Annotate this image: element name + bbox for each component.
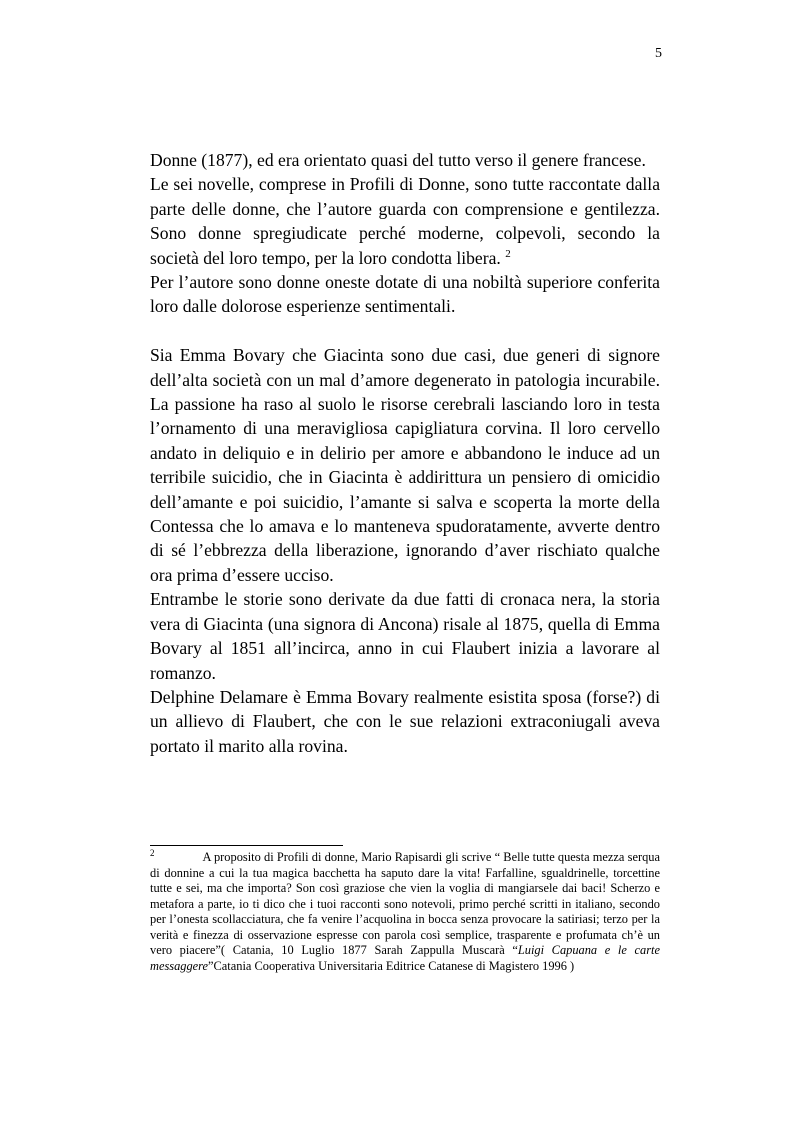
body-text [150, 148, 660, 758]
paragraph-4: Sia Emma Bovary che Giacinta sono due casi, due generi di signore dell’alta società con un mal d’amore degenerato in patologia incurabile. La passione ha raso al suolo le risorse cerebrali lasciando loro in testa l’ornamento di una meravigliosa capigliatura corvina. Il loro cervello andato in deliquio e in delirio per amore e abbandono le induce ad un terribile suicidio, che in Giacinta è addirittura un pensiero di omicidio dell’amante e poi suicidio, l’amante si salva e scoperta la morte della Contessa che lo amava e lo manteneva spudoratamente, avverte dentro di sé l’ebbrezza della liberazione, ignorando d’aver rischiato qualche ora prima d’essere ucciso. [150, 345, 660, 585]
footnote-book-title: Luigi Capuana e le carte messaggere [150, 943, 660, 973]
footnote [150, 847, 660, 974]
footnote-number: 2 [150, 847, 155, 858]
footnote-text-before: A proposito di Profili di donne, Mario Rapisardi gli scrive “ Belle tutte questa mezza serqua di donnine a cui la tua magica bacchetta ha saputo dare la vita! Farfalline, sgualdrinelle, torcettine tutte e sei, ma che importa? Son così graziose che vien la voglia di mangiarsele dai baci! Scherzo e metafora a parte, io ti dico che i tuoi racconti sono notevoli, primo perché scritti in italiano, secondo per l’onesta scollacciatura, che fa venire l’acquolina in bocca senza provocare la satiriasi; terzo per la verità e finezza di osservazione espresse con parola così semplice, trasparente e profumata ch’è un vero piacere”( Catania, 10 Luglio 1877 Sarah Zappulla Muscarà “ [150, 850, 660, 957]
paragraph-1: Donne (1877), ed era orientato quasi del tutto verso il genere francese. [150, 150, 646, 170]
paragraph-2 [150, 172, 660, 270]
paragraph-6: Delphine Delamare è Emma Bovary realmente esistita sposa (forse?) di un allievo di Flaubert, che con le sue relazioni extraconiugali aveva portato il marito alla rovina. [150, 686, 660, 756]
paragraph-spacer [150, 319, 660, 343]
paragraph-5: Entrambe le storie sono derivate da due fatti di cronaca nera, la storia vera di Giacinta (una signora di Ancona) risale al 1875, quella di Emma Bovary al 1851 all’incirca, anno in cui Flaubert inizia a lavorare al romanzo. [150, 589, 660, 683]
footnote-reference[interactable]: 2 [505, 247, 511, 260]
page-number: 5 [655, 46, 662, 61]
footnote-text-after: ”Catania Cooperativa Universitaria Editrice Catanese di Magistero 1996 ) [208, 958, 575, 973]
footnote-separator [150, 845, 343, 846]
paragraph-2-text: Le sei novelle, comprese in Profili di Donne, sono tutte raccontate dalla parte delle donne, che l’autore guarda con comprensione e gentilezza. Sono donne spregiudicate perché moderne, colpevoli, secondo la società del loro tempo, per la loro condotta libera. [150, 174, 660, 268]
paragraph-3: Per l’autore sono donne oneste dotate di una nobiltà superiore conferita loro dalle dolorose esperienze sentimentali. [150, 272, 660, 317]
